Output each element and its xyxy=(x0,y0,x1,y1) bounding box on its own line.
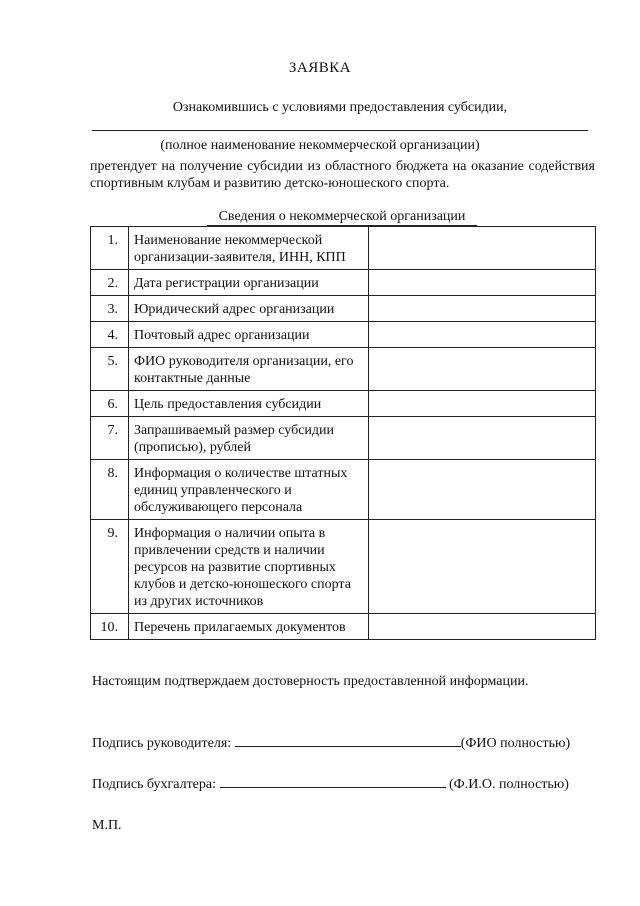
row-number: 7. xyxy=(91,417,129,460)
row-value-cell xyxy=(369,520,596,614)
row-number: 6. xyxy=(91,391,129,417)
row-label: Информация о количестве штатных единиц управленческого и обслуживающего персонала xyxy=(129,460,369,520)
row-value-cell xyxy=(369,348,596,391)
row-number: 5. xyxy=(91,348,129,391)
row-value-cell xyxy=(369,391,596,417)
row-label: Почтовый адрес организации xyxy=(129,322,369,348)
row-value-cell xyxy=(369,296,596,322)
row-label: Наименование некоммерческой организации-заявителя, ИНН, КПП xyxy=(129,227,369,270)
accountant-signature-line xyxy=(220,775,446,788)
row-value-cell xyxy=(369,417,596,460)
row-number: 3. xyxy=(91,296,129,322)
row-number: 2. xyxy=(91,270,129,296)
head-signature-line xyxy=(235,734,461,747)
row-label: ФИО руководителя организации, его контактные данные xyxy=(129,348,369,391)
row-number: 10. xyxy=(91,614,129,640)
table-row xyxy=(91,296,596,322)
row-number: 9. xyxy=(91,520,129,614)
row-value-cell xyxy=(369,322,596,348)
head-signature-label: Подпись руководителя: xyxy=(92,736,232,751)
table-row xyxy=(91,270,596,296)
row-value-cell xyxy=(369,614,596,640)
table-row xyxy=(91,460,596,520)
table-row xyxy=(91,348,596,391)
table-row xyxy=(91,391,596,417)
row-value-cell xyxy=(369,227,596,270)
row-label: Запрашиваемый размер субсидии (прописью), рублей xyxy=(129,417,369,460)
head-signature-suffix: (ФИО полностью) xyxy=(460,736,571,751)
accountant-signature-block xyxy=(92,775,569,793)
table-row xyxy=(91,322,596,348)
head-signature-block xyxy=(92,734,570,752)
row-number: 1. xyxy=(91,227,129,270)
table-row xyxy=(91,520,596,614)
table-row xyxy=(91,227,596,270)
organization-name-hint: (полное наименование некоммерческой организации) xyxy=(160,138,480,153)
purpose-text: претендует на получение субсидии из областного бюджета на оказание содействия спортивным клубам и развитию детско-юношеского спорта. xyxy=(90,159,595,191)
organization-info-table xyxy=(90,226,596,640)
row-label: Дата регистрации организации xyxy=(129,270,369,296)
table-caption: Сведения о некоммерческой организации xyxy=(207,208,477,226)
table-row xyxy=(91,417,596,460)
accountant-signature-label: Подпись бухгалтера: xyxy=(92,777,217,792)
row-value-cell xyxy=(369,270,596,296)
row-label: Юридический адрес организации xyxy=(129,296,369,322)
table-row xyxy=(91,614,596,640)
row-label: Цель предоставления субсидии xyxy=(129,391,369,417)
document-title: ЗАЯВКА xyxy=(288,60,352,76)
row-number: 4. xyxy=(91,322,129,348)
stamp-place: М.П. xyxy=(92,818,122,833)
accountant-signature-suffix: (Ф.И.О. полностью) xyxy=(449,777,569,792)
organization-name-line xyxy=(92,130,588,131)
intro-text: Ознакомившись с условиями предоставления субсидии, xyxy=(172,100,508,115)
row-label: Перечень прилагаемых документов xyxy=(129,614,369,640)
row-number: 8. xyxy=(91,460,129,520)
row-value-cell xyxy=(369,460,596,520)
row-label: Информация о наличии опыта в привлечении средств и наличии ресурсов на развитие спортивных клубов и детско-юношеского спорта из других источников xyxy=(129,520,369,614)
confirmation-text: Настоящим подтверждаем достоверность предоставленной информации. xyxy=(92,674,529,689)
